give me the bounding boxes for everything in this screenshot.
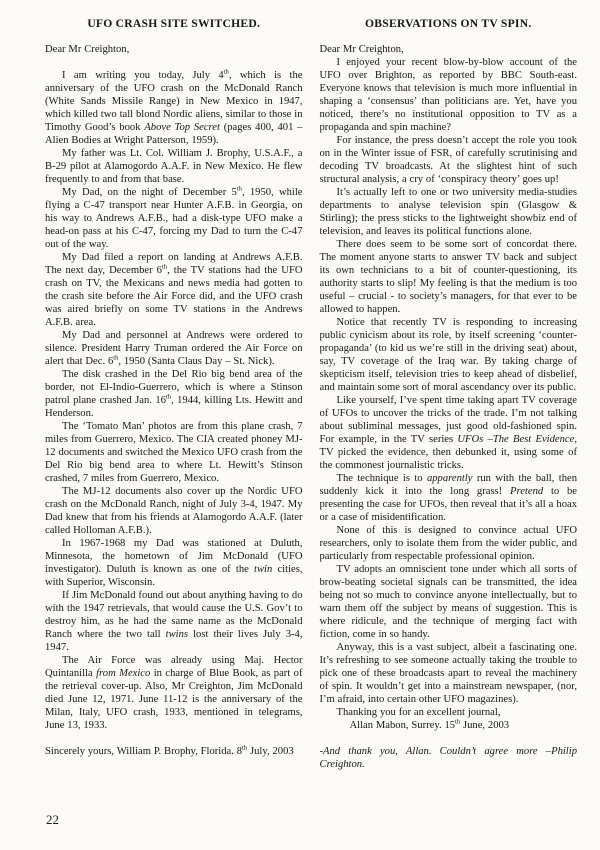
paragraph: I am writing you today, July 4th, which is the anniversary of the UFO crash on the McDonald Ranch (White Sands Missile Range) in New Mexico in 1947, which killed two tall blond Nordic aliens, similar to those in Timothy Good’s book Above Top Secret (pages 400, 401 – Alien Bodies at Wright Patterson, 1959). bbox=[45, 68, 303, 146]
paragraph: My father was Lt. Col. William J. Brophy, U.S.A.F., a B-29 pilot at Alamogordo A.A.F. in New Mexico. He flew frequently to and from that base. bbox=[45, 148, 303, 185]
paragraph: -And thank you, Allan. Couldn’t agree more –Philip Creighton. bbox=[319, 746, 577, 770]
paragraph: My Dad and personnel at Andrews were ordered to silence. President Harry Truman ordered the Air Force on alert that Dec. 6th, 1950 (Santa Claus Day – St. Nick). bbox=[45, 330, 303, 367]
paragraph: Dear Mr Creighton, bbox=[45, 44, 130, 55]
paragraph: For instance, the press doesn’t accept the role you took on in the Winter issue of FSR, of carefully scrutinising and decoding TV broadcasts. At the slightest hint of such structural analysis, a cry of ‘conspiracy theory’ goes up! bbox=[319, 135, 577, 185]
paragraph: The technique is to apparently run with the ball, then suddenly kick it into the long grass! Pretend to be presenting the case for UFOs, then reveal that it’s all a hoax or a case of misidentification. bbox=[319, 473, 578, 523]
paragraph: Like yourself, I’ve spent time taking apart TV coverage of UFOs to uncover the tricks of the trade. I’m not talking about subliminal messages, just good old-fashioned spin. For example, in the TV series UFOs –The Best Evidence, TV picked the evidence, then debunked it, using some of the commonest journalistic tricks. bbox=[319, 395, 577, 471]
paragraph: I enjoyed your recent blow-by-blow account of the UFO over Brighton, as reported by BBC South-east. Everyone knows that television is much more influential in shaping a ‘consensus’ than politicians are. Yet, have you noticed, there’s no institutional opposition to TV as a propaganda and spin machine? bbox=[319, 57, 577, 133]
paragraph: The MJ-12 documents also cover up the Nordic UFO crash on the McDonald Ranch, night of July 3-4, 1947. My Dad knew that from his friends at Alamogordo A.A.F. (later called Holloman A.F.B.). bbox=[45, 486, 303, 536]
letter-body bbox=[320, 43, 578, 771]
paragraph: The disk crashed in the Del Rio big bend area of the border, not El-Indio-Guerrero, which is where a Stinson patrol plane crashed Jan. 16th, 1944, killing Lts. Hewitt and Henderson. bbox=[45, 369, 303, 419]
paragraph: Allan Mabon, Surrey. 15th June, 2003 bbox=[349, 718, 510, 731]
paragraph: Thanking you for an excellent journal, bbox=[336, 707, 501, 718]
paragraph: If Jim McDonald found out about anything having to do with the 1947 retrievals, that would cause the U.S. Gov’t to destroy him, as he had the same name as the McDonald Ranch where the two tall twins lost their lives July 3-4, 1947. bbox=[45, 590, 303, 653]
right-letter-column bbox=[320, 17, 578, 771]
paragraph: Sincerely yours, William P. Brophy, Florida. 8th July, 2003 bbox=[45, 744, 294, 757]
paragraph: The ‘Tomato Man’ photos are from this plane crash, 7 miles from Guerrero, Mexico. The CIA created phoney MJ-12 documents and switched the Mexico UFO crash from the Del Rio big bend area to where Lt. Hewitt’s Stinson crashed, 7 miles from Guerrero, Mexico. bbox=[45, 421, 303, 484]
left-letter-title: UFO CRASH SITE SWITCHED. bbox=[87, 17, 261, 30]
paragraph: My Dad filed a report on landing at Andrews A.F.B. The next day, December 6th, the TV stations had the UFO crash on TV, the Mexicans and news media had gotten to the crash site before the Air Force did, and the UFO crash was aired briefly on some TV stations in the Andrews A.F.B. area. bbox=[45, 252, 303, 328]
left-letter-column bbox=[45, 17, 303, 771]
paragraph: My Dad, on the night of December 5th, 1950, while flying a C-47 transport near Hunter A.F.B. in Georgia, on his way to Andrews A.F.B., had a disk-type UFO make a head-on pass at his C-47, forcing my Dad to turn the C-47 out of the way. bbox=[45, 185, 303, 250]
paragraph: The Air Force was already using Maj. Hector Quintanilla from Mexico in charge of Blue Book, as part of the retrieval cover-up. Also, Mr Creighton, Jim McDonald died June 12, 1971. June 11-12 is the anniversary of the Milan, Italy, UFO crash, 1933, mentioned in telegrams, June 13, 1933. bbox=[45, 655, 303, 731]
paragraph: Dear Mr Creighton, bbox=[319, 44, 404, 55]
paragraph: There does seem to be some sort of concordat there. The moment anyone starts to answer TV back and subject its own technicians to a bit of counter-questioning, its authority starts to slip! My feeling is that the medium is too useful – crucial - to society’s managers, for that ever to be allowed to happen. bbox=[319, 239, 577, 315]
paragraph: None of this is designed to convince actual UFO researchers, only to isolate them from the wider public, and particularly from respectable professional opinion. bbox=[319, 525, 577, 562]
page-number: 22 bbox=[46, 812, 59, 827]
paragraph: TV adopts an omniscient tone under which all sorts of brow-beating societal signals can be transmitted, the idea being not so much to convince anyone intellectually, but to warn them off the subject by means of suggestion. This is where ridicule, and the technique of merging fact with fiction, come in so handy. bbox=[319, 564, 577, 640]
letter-body bbox=[45, 43, 303, 758]
paragraph: Anyway, this is a vast subject, albeit a fascinating one. It’s refreshing to see someone actually taking the trouble to pick one of these broadcasts apart to reveal the machinery of spin. It wouldn’t get into a mainstream newspaper, (nor, I’m afraid, into certain other UFO magazines). bbox=[319, 642, 577, 705]
paragraph: It’s actually left to one or two university media-studies departments to analyse television spin (Glasgow & Stirling); the press sticks to the lightweight showbiz end of television, and leaves its political functions alone. bbox=[319, 187, 577, 237]
paragraph: In 1967-1968 my Dad was stationed at Duluth, Minnesota, the hometown of Jim McDonald (UFO investigator). Duluth is known as one of the twin cities, with Superior, Wisconsin. bbox=[45, 538, 303, 588]
paragraph: Notice that recently TV is responding to increasing public cynicism about its role, by itself screening ‘counter-propaganda’ (to kid us we’re still in the driving seat) about, say, TV coverage of the Iraq war. By taking charge of skepticism itself, television tries to keep ahead of disbelief, and maintain some sort of moral ascendancy over its public. bbox=[319, 317, 577, 393]
right-letter-title: OBSERVATIONS ON TV SPIN. bbox=[365, 17, 532, 30]
